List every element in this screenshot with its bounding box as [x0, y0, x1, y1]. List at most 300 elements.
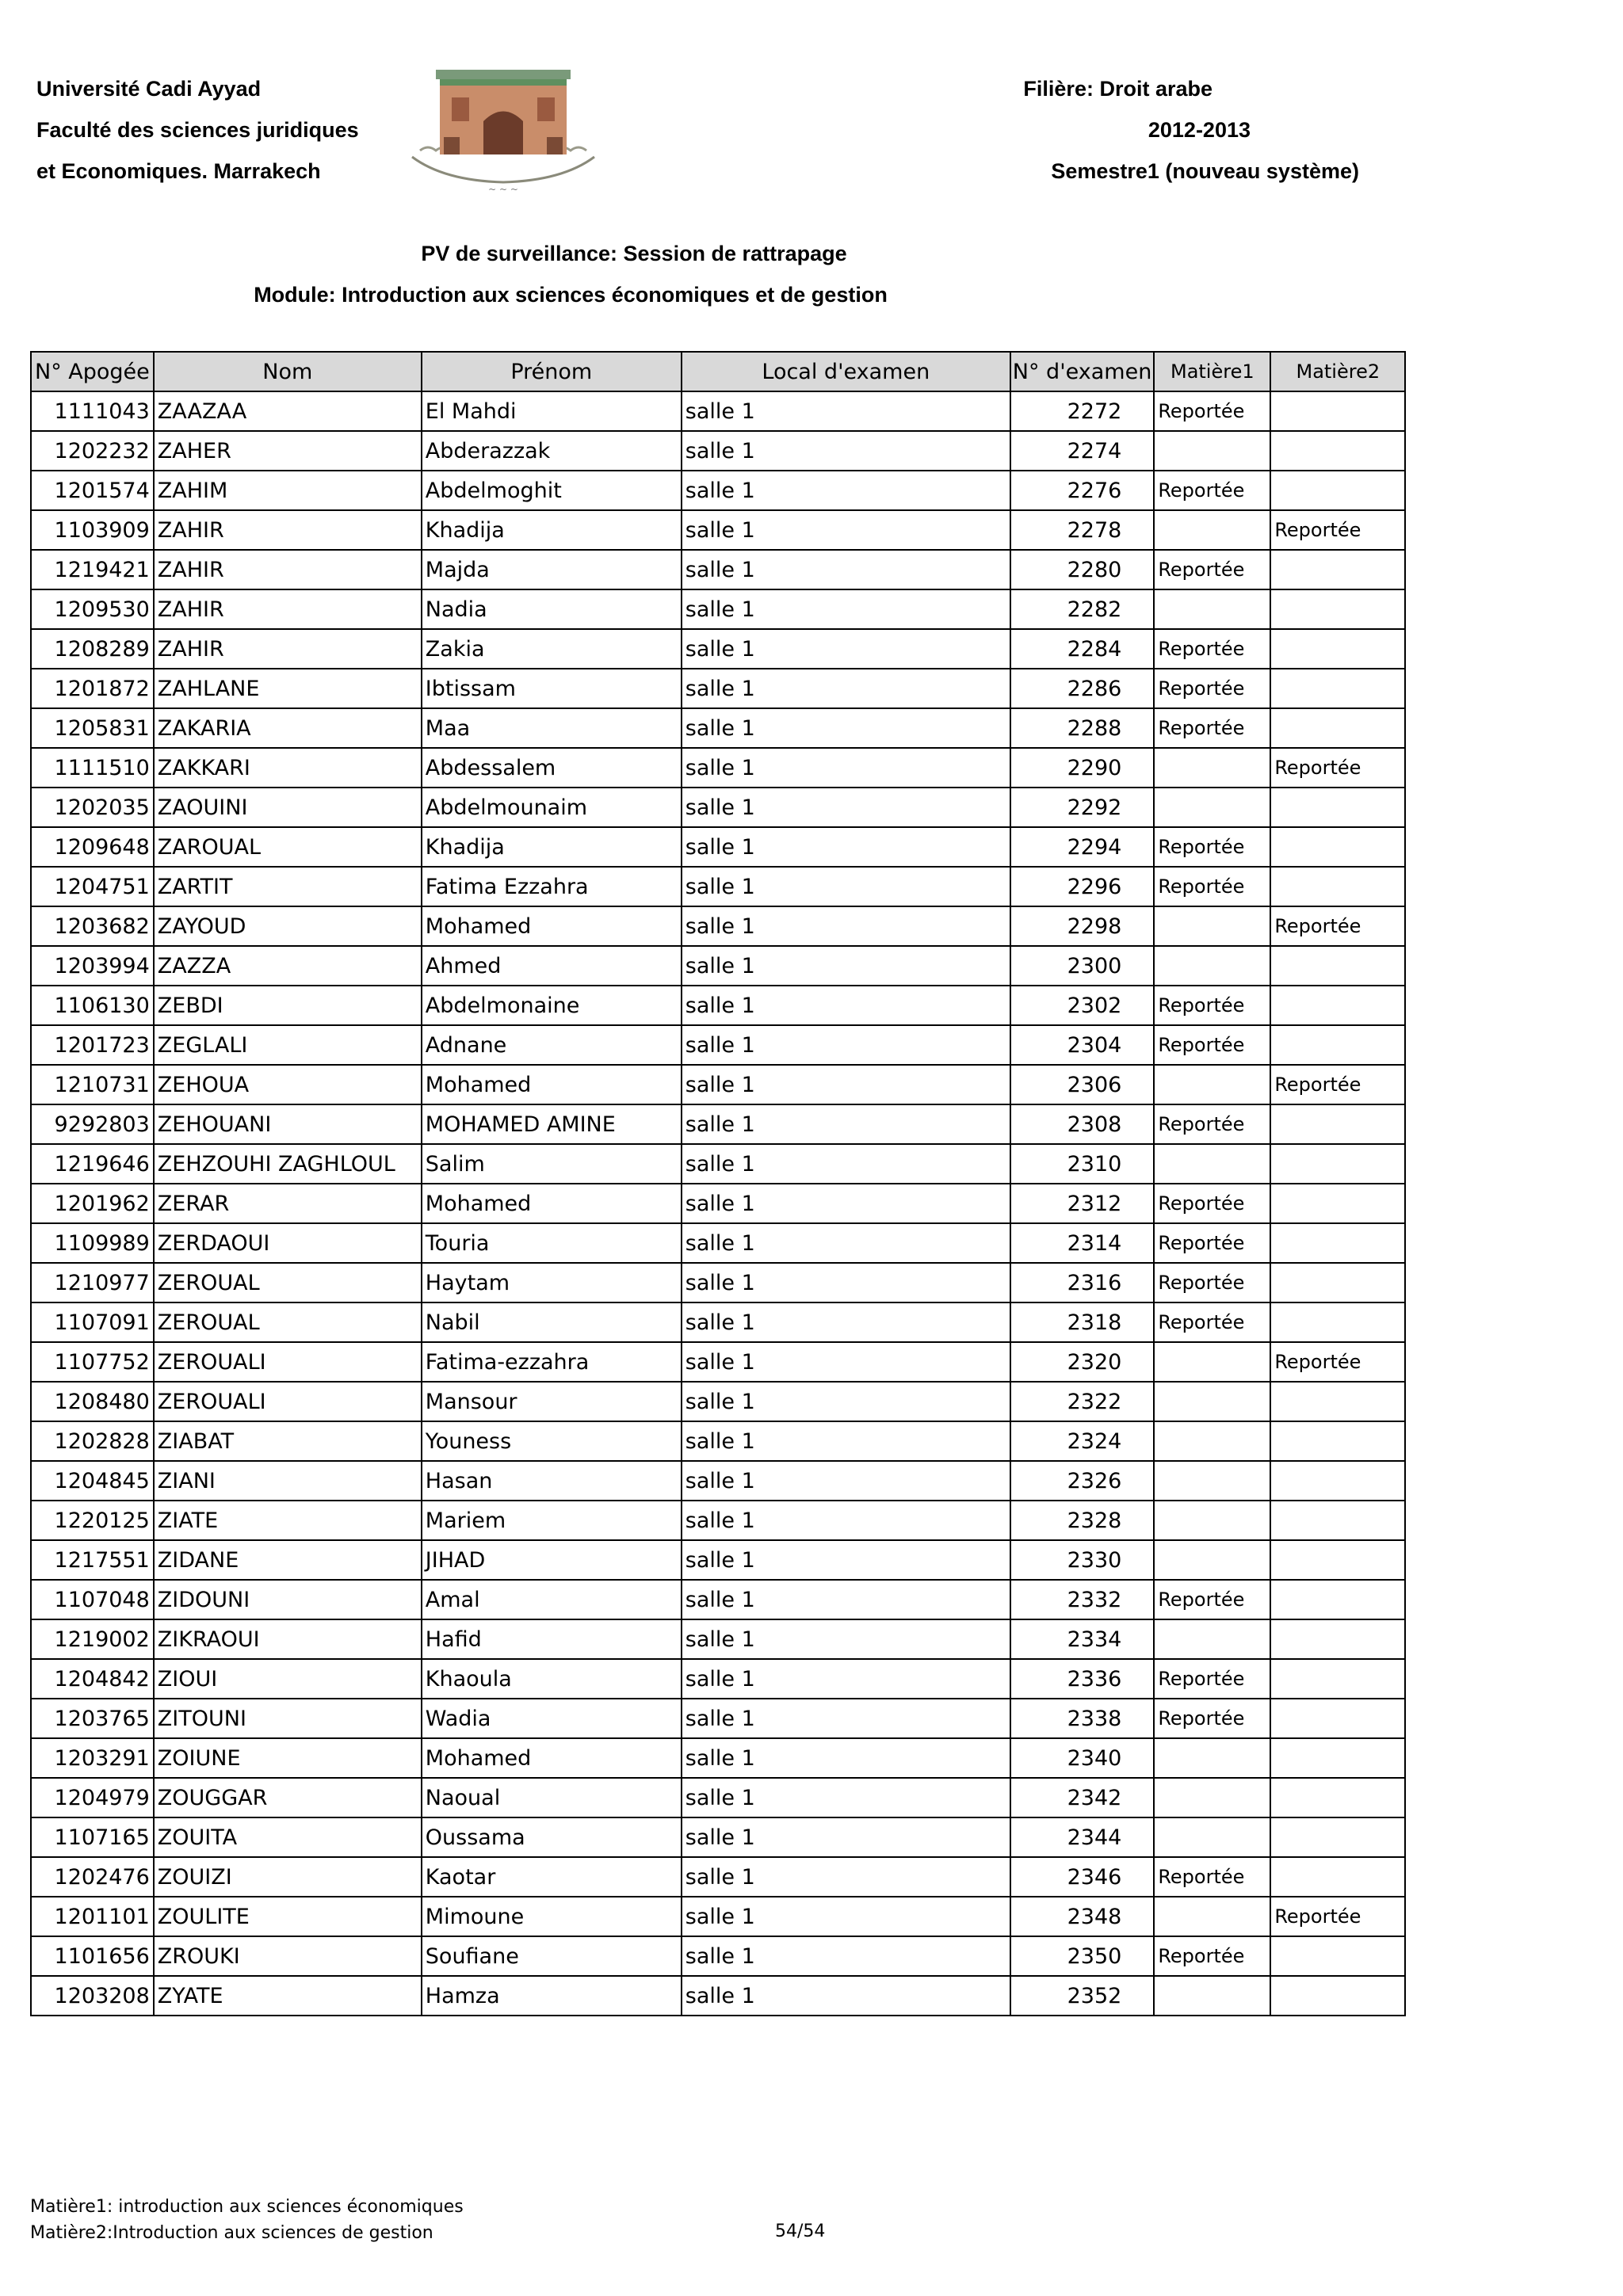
cell-local: salle 1 [682, 1699, 1010, 1738]
table-row [31, 708, 1405, 748]
table-row [31, 550, 1405, 589]
cell-matiere2: Reportée [1270, 1065, 1405, 1104]
cell-nom: ZIDANE [154, 1540, 422, 1580]
cell-matiere2 [1270, 1778, 1405, 1817]
cell-local: salle 1 [682, 471, 1010, 510]
cell-local: salle 1 [682, 629, 1010, 669]
cell-prenom: Fatima-ezzahra [422, 1342, 682, 1382]
table-row [31, 629, 1405, 669]
cell-matiere2 [1270, 1580, 1405, 1619]
cell-exam-number: 2284 [1010, 629, 1155, 669]
cell-prenom: Nadia [422, 589, 682, 629]
cell-apogee: 1202232 [31, 431, 154, 471]
cell-local: salle 1 [682, 669, 1010, 708]
cell-matiere2 [1270, 1184, 1405, 1223]
cell-exam-number: 2332 [1010, 1580, 1155, 1619]
table-row [31, 827, 1405, 867]
cell-nom: ZAKARIA [154, 708, 422, 748]
cell-apogee: 1220125 [31, 1501, 154, 1540]
cell-nom: ZIABAT [154, 1421, 422, 1461]
cell-local: salle 1 [682, 1778, 1010, 1817]
cell-apogee: 1201101 [31, 1897, 154, 1936]
cell-apogee: 1202035 [31, 788, 154, 827]
cell-exam-number: 2294 [1010, 827, 1155, 867]
cell-nom: ZIANI [154, 1461, 422, 1501]
cell-local: salle 1 [682, 906, 1010, 946]
cell-nom: ZOUIZI [154, 1857, 422, 1897]
cell-local: salle 1 [682, 550, 1010, 589]
cell-exam-number: 2342 [1010, 1778, 1155, 1817]
cell-exam-number: 2312 [1010, 1184, 1155, 1223]
cell-nom: ZAOUINI [154, 788, 422, 827]
cell-nom: ZARTIT [154, 867, 422, 906]
cell-matiere2 [1270, 827, 1405, 867]
table-row [31, 748, 1405, 788]
cell-local: salle 1 [682, 867, 1010, 906]
cell-matiere2 [1270, 471, 1405, 510]
cell-apogee: 1204842 [31, 1659, 154, 1699]
cell-matiere1: Reportée [1154, 1302, 1270, 1342]
cell-local: salle 1 [682, 986, 1010, 1025]
cell-matiere2: Reportée [1270, 1897, 1405, 1936]
cell-local: salle 1 [682, 1976, 1010, 2016]
col-header-prenom: Prénom [422, 352, 682, 391]
cell-matiere2 [1270, 629, 1405, 669]
svg-text:~ ~ ~: ~ ~ ~ [488, 184, 518, 195]
table-row [31, 906, 1405, 946]
cell-apogee: 1101656 [31, 1936, 154, 1976]
cell-apogee: 9292803 [31, 1104, 154, 1144]
cell-exam-number: 2306 [1010, 1065, 1155, 1104]
cell-matiere2 [1270, 1540, 1405, 1580]
cell-nom: ZAHER [154, 431, 422, 471]
cell-exam-number: 2344 [1010, 1817, 1155, 1857]
surveillance-table [30, 351, 1406, 2016]
cell-nom: ZEGLALI [154, 1025, 422, 1065]
cell-prenom: Ibtissam [422, 669, 682, 708]
table-row [31, 669, 1405, 708]
cell-exam-number: 2326 [1010, 1461, 1155, 1501]
table-row [31, 1619, 1405, 1659]
cell-nom: ZYATE [154, 1976, 422, 2016]
cell-local: salle 1 [682, 391, 1010, 431]
cell-prenom: Mohamed [422, 1184, 682, 1223]
cell-nom: ZAHIR [154, 589, 422, 629]
cell-matiere1 [1154, 1342, 1270, 1382]
cell-local: salle 1 [682, 1382, 1010, 1421]
cell-prenom: Khaoula [422, 1659, 682, 1699]
cell-matiere2 [1270, 788, 1405, 827]
cell-matiere1 [1154, 589, 1270, 629]
cell-exam-number: 2292 [1010, 788, 1155, 827]
cell-nom: ZAAZAA [154, 391, 422, 431]
col-header-exam-number: N° d'examen [1010, 352, 1155, 391]
cell-matiere2 [1270, 1699, 1405, 1738]
cell-local: salle 1 [682, 788, 1010, 827]
cell-prenom: Maa [422, 708, 682, 748]
table-row [31, 1540, 1405, 1580]
cell-local: salle 1 [682, 946, 1010, 986]
cell-nom: ZAZZA [154, 946, 422, 986]
cell-prenom: Youness [422, 1421, 682, 1461]
cell-matiere2 [1270, 946, 1405, 986]
cell-apogee: 1210977 [31, 1263, 154, 1302]
cell-apogee: 1219002 [31, 1619, 154, 1659]
cell-nom: ZIKRAOUI [154, 1619, 422, 1659]
cell-apogee: 1204979 [31, 1778, 154, 1817]
cell-matiere1 [1154, 1461, 1270, 1501]
cell-matiere1 [1154, 1065, 1270, 1104]
cell-matiere1: Reportée [1154, 1936, 1270, 1976]
cell-matiere2 [1270, 1817, 1405, 1857]
filiere-label: Filière: Droit arabe [1023, 77, 1212, 101]
cell-apogee: 1209648 [31, 827, 154, 867]
table-row [31, 1738, 1405, 1778]
col-header-matiere1: Matière1 [1154, 352, 1270, 391]
cell-apogee: 1103909 [31, 510, 154, 550]
cell-nom: ZAYOUD [154, 906, 422, 946]
cell-local: salle 1 [682, 589, 1010, 629]
cell-matiere2 [1270, 431, 1405, 471]
cell-matiere2 [1270, 986, 1405, 1025]
cell-apogee: 1204845 [31, 1461, 154, 1501]
cell-apogee: 1202828 [31, 1421, 154, 1461]
cell-matiere2 [1270, 1936, 1405, 1976]
cell-matiere1: Reportée [1154, 1223, 1270, 1263]
cell-prenom: Touria [422, 1223, 682, 1263]
cell-exam-number: 2310 [1010, 1144, 1155, 1184]
cell-exam-number: 2350 [1010, 1936, 1155, 1976]
table-row [31, 510, 1405, 550]
cell-local: salle 1 [682, 1223, 1010, 1263]
table-row [31, 946, 1405, 986]
cell-matiere1: Reportée [1154, 1580, 1270, 1619]
cell-apogee: 1205831 [31, 708, 154, 748]
table-row [31, 1461, 1405, 1501]
cell-nom: ZEROUAL [154, 1263, 422, 1302]
table-row [31, 1104, 1405, 1144]
cell-matiere1 [1154, 1144, 1270, 1184]
cell-local: salle 1 [682, 708, 1010, 748]
cell-matiere1: Reportée [1154, 986, 1270, 1025]
cell-apogee: 1107048 [31, 1580, 154, 1619]
cell-matiere1 [1154, 906, 1270, 946]
cell-prenom: Abdelmoghit [422, 471, 682, 510]
cell-prenom: Abdelmounaim [422, 788, 682, 827]
cell-prenom: MOHAMED AMINE [422, 1104, 682, 1144]
cell-nom: ZAHLANE [154, 669, 422, 708]
cell-apogee: 1201962 [31, 1184, 154, 1223]
cell-nom: ZERAR [154, 1184, 422, 1223]
cell-matiere2 [1270, 550, 1405, 589]
cell-apogee: 1208289 [31, 629, 154, 669]
table-row [31, 788, 1405, 827]
cell-prenom: Khadija [422, 827, 682, 867]
cell-local: salle 1 [682, 510, 1010, 550]
table-row [31, 1580, 1405, 1619]
cell-nom: ZERDAOUI [154, 1223, 422, 1263]
cell-prenom: Kaotar [422, 1857, 682, 1897]
cell-exam-number: 2274 [1010, 431, 1155, 471]
cell-local: salle 1 [682, 1065, 1010, 1104]
cell-matiere1: Reportée [1154, 1857, 1270, 1897]
cell-local: salle 1 [682, 1936, 1010, 1976]
table-row [31, 1936, 1405, 1976]
academic-year: 2012-2013 [1148, 118, 1251, 142]
cell-prenom: Nabil [422, 1302, 682, 1342]
cell-local: salle 1 [682, 1738, 1010, 1778]
cell-local: salle 1 [682, 1461, 1010, 1501]
cell-matiere1 [1154, 1976, 1270, 2016]
cell-matiere1 [1154, 946, 1270, 986]
cell-prenom: Abdelmonaine [422, 986, 682, 1025]
cell-matiere2 [1270, 1857, 1405, 1897]
table-row [31, 471, 1405, 510]
table-row [31, 1302, 1405, 1342]
table-row [31, 1857, 1405, 1897]
cell-matiere1: Reportée [1154, 1699, 1270, 1738]
cell-prenom: Mansour [422, 1382, 682, 1421]
table-row [31, 1897, 1405, 1936]
cell-exam-number: 2340 [1010, 1738, 1155, 1778]
cell-matiere2: Reportée [1270, 1342, 1405, 1382]
cell-apogee: 1204751 [31, 867, 154, 906]
cell-prenom: Mariem [422, 1501, 682, 1540]
cell-exam-number: 2304 [1010, 1025, 1155, 1065]
cell-exam-number: 2318 [1010, 1302, 1155, 1342]
cell-exam-number: 2290 [1010, 748, 1155, 788]
cell-apogee: 1210731 [31, 1065, 154, 1104]
cell-prenom: El Mahdi [422, 391, 682, 431]
cell-prenom: Hafid [422, 1619, 682, 1659]
cell-local: salle 1 [682, 1659, 1010, 1699]
page-number: 54/54 [775, 2222, 826, 2241]
cell-local: salle 1 [682, 748, 1010, 788]
cell-nom: ZOIUNE [154, 1738, 422, 1778]
table-row [31, 1659, 1405, 1699]
cell-prenom: Oussama [422, 1817, 682, 1857]
cell-matiere1 [1154, 1738, 1270, 1778]
cell-matiere1: Reportée [1154, 1659, 1270, 1699]
cell-apogee: 1107091 [31, 1302, 154, 1342]
table-row [31, 1223, 1405, 1263]
cell-prenom: Mohamed [422, 1738, 682, 1778]
cell-exam-number: 2302 [1010, 986, 1155, 1025]
faculty-line1: Faculté des sciences juridiques [36, 118, 359, 142]
cell-exam-number: 2288 [1010, 708, 1155, 748]
cell-matiere2 [1270, 1144, 1405, 1184]
cell-nom: ZEBDI [154, 986, 422, 1025]
cell-local: salle 1 [682, 1342, 1010, 1382]
cell-matiere1 [1154, 510, 1270, 550]
cell-matiere1: Reportée [1154, 867, 1270, 906]
cell-local: salle 1 [682, 1501, 1010, 1540]
cell-matiere1: Reportée [1154, 629, 1270, 669]
cell-exam-number: 2330 [1010, 1540, 1155, 1580]
cell-exam-number: 2334 [1010, 1619, 1155, 1659]
cell-apogee: 1203765 [31, 1699, 154, 1738]
cell-apogee: 1203291 [31, 1738, 154, 1778]
cell-nom: ZAHIR [154, 510, 422, 550]
table-row [31, 1699, 1405, 1738]
cell-local: salle 1 [682, 1817, 1010, 1857]
table-row [31, 986, 1405, 1025]
cell-nom: ZIDOUNI [154, 1580, 422, 1619]
cell-nom: ZOULITE [154, 1897, 422, 1936]
cell-prenom: Abdessalem [422, 748, 682, 788]
cell-matiere2 [1270, 1461, 1405, 1501]
cell-apogee: 1201872 [31, 669, 154, 708]
col-header-apogee: N° Apogée [31, 352, 154, 391]
cell-prenom: Naoual [422, 1778, 682, 1817]
table-row [31, 1263, 1405, 1302]
cell-nom: ZEHOUA [154, 1065, 422, 1104]
cell-exam-number: 2324 [1010, 1421, 1155, 1461]
cell-local: salle 1 [682, 1897, 1010, 1936]
cell-apogee: 1107165 [31, 1817, 154, 1857]
cell-matiere2 [1270, 669, 1405, 708]
cell-matiere2: Reportée [1270, 906, 1405, 946]
cell-matiere2 [1270, 708, 1405, 748]
cell-matiere1: Reportée [1154, 1104, 1270, 1144]
cell-local: salle 1 [682, 1857, 1010, 1897]
cell-matiere2 [1270, 1382, 1405, 1421]
cell-matiere2 [1270, 1976, 1405, 2016]
cell-apogee: 1219646 [31, 1144, 154, 1184]
cell-local: salle 1 [682, 1104, 1010, 1144]
cell-matiere1: Reportée [1154, 669, 1270, 708]
table-row [31, 1421, 1405, 1461]
cell-matiere2 [1270, 1263, 1405, 1302]
cell-nom: ZAKKARI [154, 748, 422, 788]
cell-matiere1: Reportée [1154, 708, 1270, 748]
cell-exam-number: 2278 [1010, 510, 1155, 550]
cell-matiere1 [1154, 1501, 1270, 1540]
cell-prenom: JIHAD [422, 1540, 682, 1580]
cell-local: salle 1 [682, 1184, 1010, 1223]
cell-prenom: Hamza [422, 1976, 682, 2016]
cell-apogee: 1217551 [31, 1540, 154, 1580]
cell-prenom: Haytam [422, 1263, 682, 1302]
cell-nom: ZAHIM [154, 471, 422, 510]
legend-matiere2: Matière2:Introduction aux sciences de gestion [30, 2223, 433, 2243]
cell-exam-number: 2316 [1010, 1263, 1155, 1302]
cell-nom: ZEROUALI [154, 1342, 422, 1382]
cell-prenom: Adnane [422, 1025, 682, 1065]
cell-apogee: 1208480 [31, 1382, 154, 1421]
cell-matiere1: Reportée [1154, 391, 1270, 431]
cell-exam-number: 2280 [1010, 550, 1155, 589]
table-row [31, 867, 1405, 906]
cell-prenom: Salim [422, 1144, 682, 1184]
cell-exam-number: 2348 [1010, 1897, 1155, 1936]
cell-apogee: 1203682 [31, 906, 154, 946]
table-row [31, 1382, 1405, 1421]
cell-local: salle 1 [682, 1302, 1010, 1342]
cell-matiere2 [1270, 1421, 1405, 1461]
pv-title: PV de surveillance: Session de rattrapage [421, 242, 847, 265]
cell-apogee: 1202476 [31, 1857, 154, 1897]
cell-matiere1 [1154, 1540, 1270, 1580]
cell-exam-number: 2296 [1010, 867, 1155, 906]
university-logo [396, 62, 610, 196]
cell-matiere2 [1270, 1659, 1405, 1699]
table-row [31, 1976, 1405, 2016]
cell-matiere2 [1270, 589, 1405, 629]
cell-exam-number: 2352 [1010, 1976, 1155, 2016]
cell-matiere1 [1154, 788, 1270, 827]
table-row [31, 1778, 1405, 1817]
cell-matiere2 [1270, 1302, 1405, 1342]
cell-matiere1: Reportée [1154, 1184, 1270, 1223]
cell-nom: ZAHIR [154, 550, 422, 589]
legend-matiere1: Matière1: introduction aux sciences économiques [30, 2197, 464, 2217]
cell-exam-number: 2286 [1010, 669, 1155, 708]
cell-local: salle 1 [682, 1421, 1010, 1461]
cell-exam-number: 2308 [1010, 1104, 1155, 1144]
cell-apogee: 1209530 [31, 589, 154, 629]
table-row [31, 1501, 1405, 1540]
cell-prenom: Mimoune [422, 1897, 682, 1936]
cell-exam-number: 2298 [1010, 906, 1155, 946]
cell-apogee: 1219421 [31, 550, 154, 589]
cell-prenom: Ahmed [422, 946, 682, 986]
cell-exam-number: 2282 [1010, 589, 1155, 629]
cell-exam-number: 2328 [1010, 1501, 1155, 1540]
cell-matiere1 [1154, 1421, 1270, 1461]
cell-nom: ZROUKI [154, 1936, 422, 1976]
cell-local: salle 1 [682, 827, 1010, 867]
cell-nom: ZOUITA [154, 1817, 422, 1857]
university-name: Université Cadi Ayyad [36, 77, 262, 101]
cell-local: salle 1 [682, 431, 1010, 471]
cell-exam-number: 2300 [1010, 946, 1155, 986]
cell-apogee: 1109989 [31, 1223, 154, 1263]
col-header-local: Local d'examen [682, 352, 1010, 391]
cell-prenom: Soufiane [422, 1936, 682, 1976]
cell-apogee: 1203994 [31, 946, 154, 986]
table-row [31, 1817, 1405, 1857]
cell-prenom: Wadia [422, 1699, 682, 1738]
cell-prenom: Fatima Ezzahra [422, 867, 682, 906]
cell-nom: ZEROUALI [154, 1382, 422, 1421]
cell-matiere2 [1270, 1025, 1405, 1065]
table-row [31, 1184, 1405, 1223]
table-row [31, 1342, 1405, 1382]
cell-nom: ZEHZOUHI ZAGHLOUL [154, 1144, 422, 1184]
table-row [31, 1065, 1405, 1104]
table-row [31, 1025, 1405, 1065]
cell-local: salle 1 [682, 1144, 1010, 1184]
cell-matiere1: Reportée [1154, 1025, 1270, 1065]
module-title: Module: Introduction aux sciences économiques et de gestion [254, 283, 888, 307]
cell-prenom: Hasan [422, 1461, 682, 1501]
cell-matiere1 [1154, 1817, 1270, 1857]
cell-local: salle 1 [682, 1580, 1010, 1619]
table-header-row [31, 352, 1405, 391]
faculty-line2: et Economiques. Marrakech [36, 159, 321, 183]
cell-nom: ZITOUNI [154, 1699, 422, 1738]
table-row [31, 431, 1405, 471]
cell-nom: ZAROUAL [154, 827, 422, 867]
cell-matiere2 [1270, 391, 1405, 431]
col-header-nom: Nom [154, 352, 422, 391]
cell-nom: ZAHIR [154, 629, 422, 669]
cell-nom: ZEHOUANI [154, 1104, 422, 1144]
cell-exam-number: 2322 [1010, 1382, 1155, 1421]
cell-exam-number: 2338 [1010, 1699, 1155, 1738]
cell-apogee: 1106130 [31, 986, 154, 1025]
